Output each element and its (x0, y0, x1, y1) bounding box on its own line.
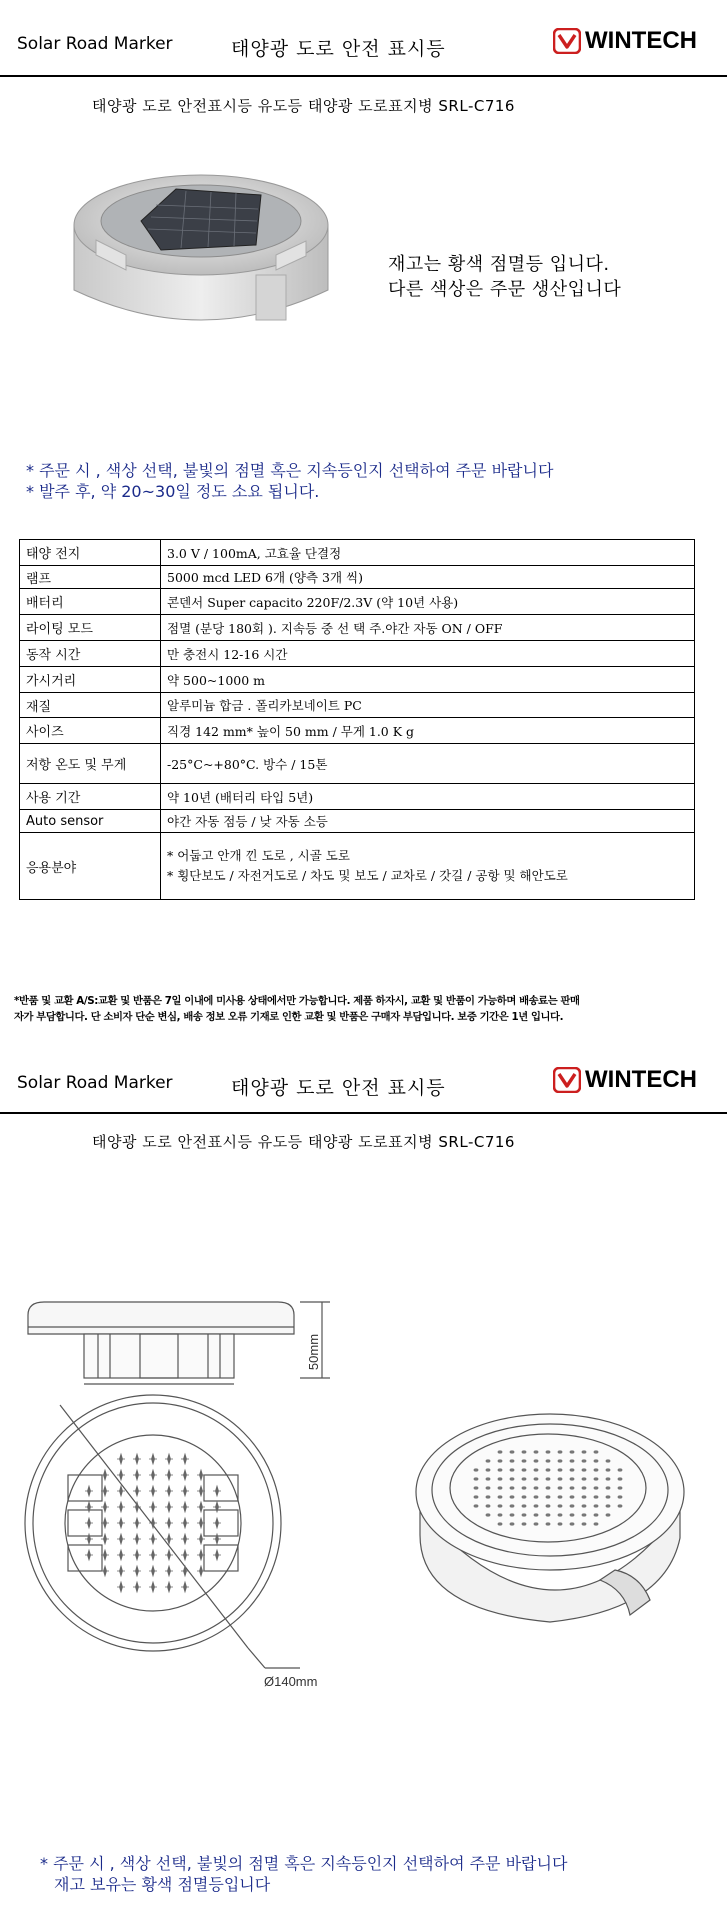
led-dot (606, 1486, 611, 1489)
led-dot (594, 1477, 599, 1480)
spec-key: 응용분야 (20, 833, 161, 900)
stock-line-2: 다른 색상은 주문 생산입니다 (388, 279, 622, 300)
led-dot (570, 1522, 575, 1525)
spec-key: 사이즈 (20, 718, 161, 744)
technical-drawing (0, 1270, 727, 1730)
spec-value (161, 833, 695, 900)
wintech-logo-icon (553, 1067, 581, 1093)
led-dot (582, 1477, 587, 1480)
led-dot (498, 1495, 503, 1498)
product-subtitle: 태양광 도로 안전표시등 유도등 태양광 도로표지병 SRL-C716 (92, 97, 515, 115)
brand-logo (553, 27, 697, 55)
led-dot (510, 1513, 515, 1516)
spec-value: 직경 142 mm* 높이 50 mm / 무게 1.0 K g (161, 718, 695, 744)
led-dot (582, 1522, 587, 1525)
policy-line-1: *반품 및 교환 A/S:교환 및 반품은 7일 이내에 미사용 상태에서만 가능합니다. 제품 하자시, 교환 및 반품이 가능하며 배송료는 판매 (14, 995, 580, 1007)
spec-row (20, 641, 695, 667)
spec-key: 재질 (20, 693, 161, 718)
led-dot (498, 1450, 503, 1453)
led-mark (213, 1486, 221, 1496)
spec-row (20, 589, 695, 615)
led-dot (546, 1495, 551, 1498)
led-dot (558, 1513, 563, 1516)
led-dot (522, 1504, 527, 1507)
spec-key: Auto sensor (20, 810, 161, 833)
spec-table (19, 539, 695, 900)
led-dot (534, 1522, 539, 1525)
led-dot (570, 1504, 575, 1507)
led-dot (474, 1468, 479, 1471)
led-dot (558, 1504, 563, 1507)
led-dot (486, 1477, 491, 1480)
led-mark (181, 1502, 189, 1512)
led-mark (117, 1502, 125, 1512)
led-dot (474, 1495, 479, 1498)
led-dot (606, 1504, 611, 1507)
led-dot (570, 1513, 575, 1516)
led-dot (594, 1459, 599, 1462)
led-dot (606, 1495, 611, 1498)
led-dot (522, 1522, 527, 1525)
led-dot (594, 1522, 599, 1525)
led-mark (133, 1566, 141, 1576)
spec-key: 라이팅 모드 (20, 615, 161, 641)
led-dot (486, 1459, 491, 1462)
led-dot (594, 1468, 599, 1471)
led-dot (498, 1459, 503, 1462)
led-dot (474, 1486, 479, 1489)
wintech-logo-icon (553, 28, 581, 54)
led-mark (133, 1470, 141, 1480)
stock-line-1: 재고는 황색 점멸등 입니다. (388, 254, 610, 275)
led-mark (149, 1454, 157, 1464)
led-mark (165, 1518, 173, 1528)
led-mark (165, 1566, 173, 1576)
led-grid (85, 1454, 221, 1592)
led-dot (594, 1450, 599, 1453)
header-title-2: 태양광 도로 안전 표시등 (231, 1077, 446, 1099)
logo-text: WINTECH (585, 27, 697, 54)
led-mark (149, 1534, 157, 1544)
led-mark (165, 1486, 173, 1496)
led-dot (510, 1495, 515, 1498)
bottom-note-2: 재고 보유는 황색 점멸등입니다 (54, 1875, 271, 1894)
led-mark (149, 1470, 157, 1480)
led-dot (594, 1504, 599, 1507)
spec-value-line: * 어둡고 안개 낀 도로 , 시골 도로 (167, 848, 350, 863)
led-dot (594, 1495, 599, 1498)
spec-row (20, 784, 695, 810)
led-mark (133, 1502, 141, 1512)
led-dot (498, 1477, 503, 1480)
return-policy (14, 993, 580, 1025)
led-dot (558, 1468, 563, 1471)
led-dot (486, 1486, 491, 1489)
bottom-note-1: * 주문 시 , 색상 선택, 불빛의 점멸 혹은 지속등인지 선택하여 주문 바랍니다 (40, 1854, 568, 1873)
spec-row (20, 718, 695, 744)
spec-row (20, 540, 695, 566)
led-mark (133, 1582, 141, 1592)
led-mark (149, 1486, 157, 1496)
led-dot (582, 1459, 587, 1462)
led-mark (85, 1550, 93, 1560)
led-dot (582, 1513, 587, 1516)
spec-value: 알루미늄 합금 . 폴리카보네이트 PC (161, 693, 695, 718)
policy-line-2: 자가 부담합니다. 단 소비자 단순 변심, 배송 정보 오류 기재로 인한 교환 및 반품은 구매자 부담입니다. 보증 기간은 1년 입니다. (14, 1011, 564, 1023)
led-dot (558, 1495, 563, 1498)
brand-logo-2 (553, 1066, 697, 1094)
led-dot (618, 1486, 623, 1489)
led-dot (486, 1513, 491, 1516)
header-left-label: Solar Road Marker (17, 34, 173, 54)
led-dot (498, 1504, 503, 1507)
led-dot (498, 1486, 503, 1489)
spec-key: 동작 시간 (20, 641, 161, 667)
led-dot (558, 1459, 563, 1462)
led-dot (570, 1450, 575, 1453)
led-dot (546, 1486, 551, 1489)
led-dot (522, 1486, 527, 1489)
led-dot (474, 1477, 479, 1480)
spec-value: 콘덴서 Super capacito 220F/2.3V (약 10년 사용) (161, 589, 695, 615)
top-view-drawing (25, 1395, 300, 1668)
height-label: 50mm (306, 1333, 321, 1371)
led-mark (85, 1486, 93, 1496)
led-dot (498, 1468, 503, 1471)
order-note-2: * 발주 후, 약 20~30일 정도 소요 됩니다. (26, 482, 320, 501)
led-dot (582, 1486, 587, 1489)
header-left-label-2: Solar Road Marker (17, 1073, 173, 1093)
led-dot (606, 1513, 611, 1516)
spec-value: 약 500~1000 m (161, 667, 695, 693)
led-dot (558, 1450, 563, 1453)
order-notes (26, 460, 553, 502)
led-mark (213, 1550, 221, 1560)
led-dot (570, 1477, 575, 1480)
led-dot (534, 1477, 539, 1480)
spec-key: 램프 (20, 566, 161, 589)
header-divider (0, 75, 727, 77)
led-dot (558, 1522, 563, 1525)
led-dot (582, 1468, 587, 1471)
stock-info (388, 252, 621, 302)
led-dot (510, 1450, 515, 1453)
led-dot (594, 1513, 599, 1516)
led-mark (165, 1454, 173, 1464)
logo-text-2: WINTECH (585, 1066, 697, 1093)
led-dot (558, 1486, 563, 1489)
led-mark (133, 1534, 141, 1544)
led-dot (522, 1513, 527, 1516)
led-mark (117, 1518, 125, 1528)
led-dot (522, 1495, 527, 1498)
spec-row (20, 667, 695, 693)
led-dot (486, 1504, 491, 1507)
led-mark (133, 1518, 141, 1528)
led-dot (570, 1468, 575, 1471)
led-dot (486, 1468, 491, 1471)
led-dot (486, 1495, 491, 1498)
led-mark (133, 1550, 141, 1560)
spec-value-line: * 횡단보도 / 자전거도로 / 차도 및 보도 / 교차로 / 갓길 / 공항 및 해안도로 (167, 868, 568, 883)
led-mark (213, 1518, 221, 1528)
led-mark (165, 1470, 173, 1480)
led-dot (510, 1504, 515, 1507)
spec-value: 약 10년 (배터리 타입 5년) (161, 784, 695, 810)
led-dot (534, 1459, 539, 1462)
spec-value: 만 충전시 12-16 시간 (161, 641, 695, 667)
spec-key: 태양 전지 (20, 540, 161, 566)
bottom-notes (40, 1853, 567, 1895)
led-dot (558, 1477, 563, 1480)
led-mark (117, 1470, 125, 1480)
led-dot (582, 1495, 587, 1498)
led-dot (606, 1477, 611, 1480)
led-dot (534, 1450, 539, 1453)
led-mark (133, 1486, 141, 1496)
spec-value: -25°C~+80°C. 방수 / 15톤 (161, 744, 695, 784)
spec-key: 가시거리 (20, 667, 161, 693)
led-mark (117, 1454, 125, 1464)
led-dot (474, 1504, 479, 1507)
spec-key: 사용 기간 (20, 784, 161, 810)
led-dot (546, 1468, 551, 1471)
led-mark (149, 1502, 157, 1512)
led-mark (181, 1486, 189, 1496)
led-mark (117, 1566, 125, 1576)
spec-row (20, 744, 695, 784)
header-title: 태양광 도로 안전 표시등 (231, 38, 446, 60)
spec-value: 점멸 (분당 180회 ). 지속등 중 선 택 주.야간 자동 ON / OFF (161, 615, 695, 641)
led-mark (85, 1518, 93, 1528)
led-dot (570, 1459, 575, 1462)
led-dot (546, 1522, 551, 1525)
led-mark (181, 1566, 189, 1576)
led-dot (498, 1522, 503, 1525)
led-mark (149, 1566, 157, 1576)
led-dot (546, 1504, 551, 1507)
led-dot (594, 1486, 599, 1489)
led-dot (546, 1450, 551, 1453)
led-mark (165, 1550, 173, 1560)
led-dot (522, 1450, 527, 1453)
led-dot (522, 1468, 527, 1471)
led-mark (117, 1582, 125, 1592)
led-dot (606, 1459, 611, 1462)
led-mark (117, 1534, 125, 1544)
product-subtitle-2: 태양광 도로 안전표시등 유도등 태양광 도로표지병 SRL-C716 (92, 1133, 515, 1151)
led-dot (582, 1450, 587, 1453)
led-dot (534, 1468, 539, 1471)
spec-value: 야간 자동 점등 / 낮 자동 소등 (161, 810, 695, 833)
led-mark (165, 1502, 173, 1512)
led-dot (498, 1513, 503, 1516)
spec-key: 저항 온도 및 무게 (20, 744, 161, 784)
led-mark (149, 1550, 157, 1560)
led-dot (618, 1504, 623, 1507)
diameter-label: Ø140mm (264, 1674, 318, 1689)
led-mark (165, 1582, 173, 1592)
led-mark (149, 1518, 157, 1528)
led-dot (534, 1513, 539, 1516)
led-dot (534, 1486, 539, 1489)
led-dot (510, 1477, 515, 1480)
led-dot (546, 1477, 551, 1480)
side-view-drawing (28, 1302, 330, 1384)
led-dot (510, 1468, 515, 1471)
header-divider-2 (0, 1112, 727, 1114)
led-dot (546, 1513, 551, 1516)
led-dot (618, 1468, 623, 1471)
spec-key: 배터리 (20, 589, 161, 615)
led-dot (582, 1504, 587, 1507)
led-mark (181, 1454, 189, 1464)
spec-row (20, 810, 695, 833)
led-dot (534, 1495, 539, 1498)
product-photo (66, 155, 336, 345)
isometric-view-drawing (416, 1414, 684, 1622)
order-note-1: * 주문 시 , 색상 선택, 불빛의 점멸 혹은 지속등인지 선택하여 주문 바랍니다 (26, 461, 554, 480)
led-dot (618, 1477, 623, 1480)
led-mark (133, 1454, 141, 1464)
led-mark (117, 1550, 125, 1560)
led-dot (606, 1468, 611, 1471)
led-dot (618, 1495, 623, 1498)
led-dot (570, 1486, 575, 1489)
spec-row (20, 693, 695, 718)
led-mark (181, 1518, 189, 1528)
led-dot (534, 1504, 539, 1507)
led-mark (181, 1550, 189, 1560)
led-dot (570, 1495, 575, 1498)
led-dot (522, 1477, 527, 1480)
led-mark (181, 1470, 189, 1480)
spec-row (20, 566, 695, 589)
led-mark (149, 1582, 157, 1592)
led-dot (510, 1459, 515, 1462)
spec-value: 5000 mcd LED 6개 (양측 3개 씩) (161, 566, 695, 589)
led-dot (510, 1522, 515, 1525)
led-dot (546, 1459, 551, 1462)
spec-value: 3.0 V / 100mA, 고효율 단결정 (161, 540, 695, 566)
led-dot (510, 1486, 515, 1489)
led-mark (181, 1534, 189, 1544)
led-dot (522, 1459, 527, 1462)
led-mark (181, 1582, 189, 1592)
spec-row (20, 615, 695, 641)
spec-row (20, 833, 695, 900)
